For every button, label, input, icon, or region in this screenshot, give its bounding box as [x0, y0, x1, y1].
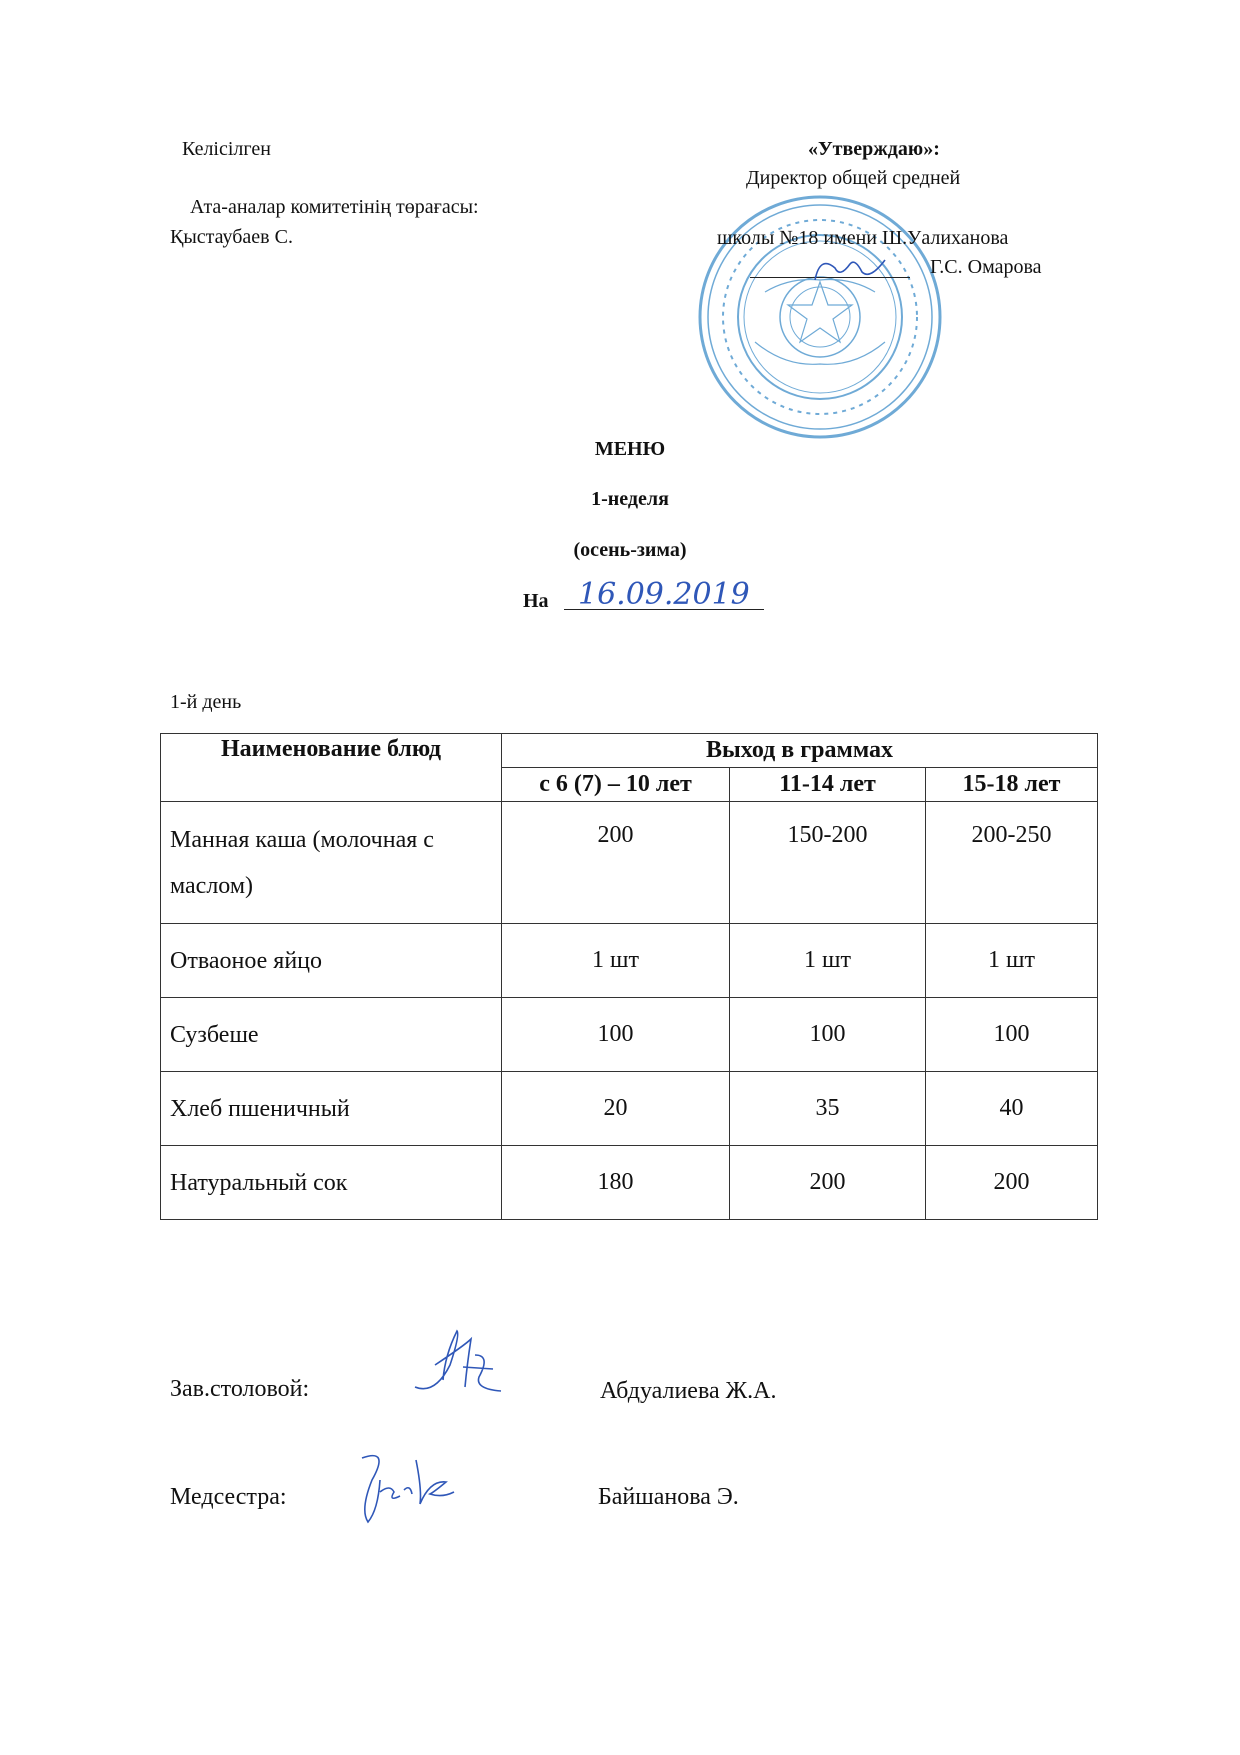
portion-value: 1 шт [926, 924, 1098, 998]
menu-title: МЕНЮ [594, 438, 666, 460]
portion-value: 40 [926, 1072, 1098, 1146]
director-name: Г.С. Омарова [930, 256, 1042, 278]
portion-value: 200 [926, 1146, 1098, 1220]
output-column-header: Выход в граммах [502, 734, 1098, 768]
age-group-header: 11-14 лет [730, 768, 926, 802]
canteen-manager-label: Зав.столовой: [170, 1376, 310, 1402]
portion-value: 1 шт [730, 924, 926, 998]
agreed-title: Келісілген [182, 138, 271, 160]
day-label: 1-й день [170, 691, 242, 713]
nurse-name: Байшанова Э. [598, 1484, 739, 1510]
nurse-signature [350, 1440, 460, 1530]
approve-title: «Утверждаю»: [808, 138, 940, 160]
parent-committee-role: Ата-аналар комитетінің төрағасы: [190, 196, 479, 218]
table-row [161, 1072, 1098, 1146]
portion-value: 100 [730, 998, 926, 1072]
date-handwritten: 16.09.2019 [578, 577, 750, 612]
portion-value: 1 шт [502, 924, 730, 998]
director-role-line1: Директор общей средней [746, 167, 961, 189]
dish-name: Хлеб пшеничный [161, 1072, 502, 1146]
nurse-label: Медсестра: [170, 1484, 287, 1510]
portion-value: 200 [730, 1146, 926, 1220]
table-row [161, 924, 1098, 998]
dish-name: Отваоное яйцо [161, 924, 502, 998]
age-group-header: с 6 (7) – 10 лет [502, 768, 730, 802]
portion-value: 150-200 [730, 802, 926, 924]
date-prefix: На [523, 590, 549, 612]
table-row [161, 998, 1098, 1072]
menu-table [160, 733, 1098, 1220]
portion-value: 180 [502, 1146, 730, 1220]
portion-value: 200 [502, 802, 730, 924]
table-row [161, 802, 1098, 924]
season-label: (осень-зима) [573, 539, 687, 561]
dish-name: Сузбеше [161, 998, 502, 1072]
canteen-manager-name: Абдуалиева Ж.А. [600, 1378, 777, 1404]
director-signature [810, 250, 890, 290]
portion-value: 35 [730, 1072, 926, 1146]
week-label: 1-неделя [591, 488, 669, 510]
dish-column-header: Наименование блюд [161, 734, 502, 802]
table-header-row [161, 734, 1098, 768]
parent-committee-name: Қыстаубаев С. [170, 226, 293, 248]
table-row [161, 1146, 1098, 1220]
portion-value: 100 [926, 998, 1098, 1072]
dish-name: Манная каша (молочная с маслом) [161, 802, 502, 924]
portion-value: 20 [502, 1072, 730, 1146]
director-role-line2: школы №18 имени Ш.Уалиханова [717, 227, 1009, 249]
portion-value: 200-250 [926, 802, 1098, 924]
canteen-manager-signature [405, 1325, 505, 1405]
portion-value: 100 [502, 998, 730, 1072]
age-group-header: 15-18 лет [926, 768, 1098, 802]
dish-name: Натуральный сок [161, 1146, 502, 1220]
